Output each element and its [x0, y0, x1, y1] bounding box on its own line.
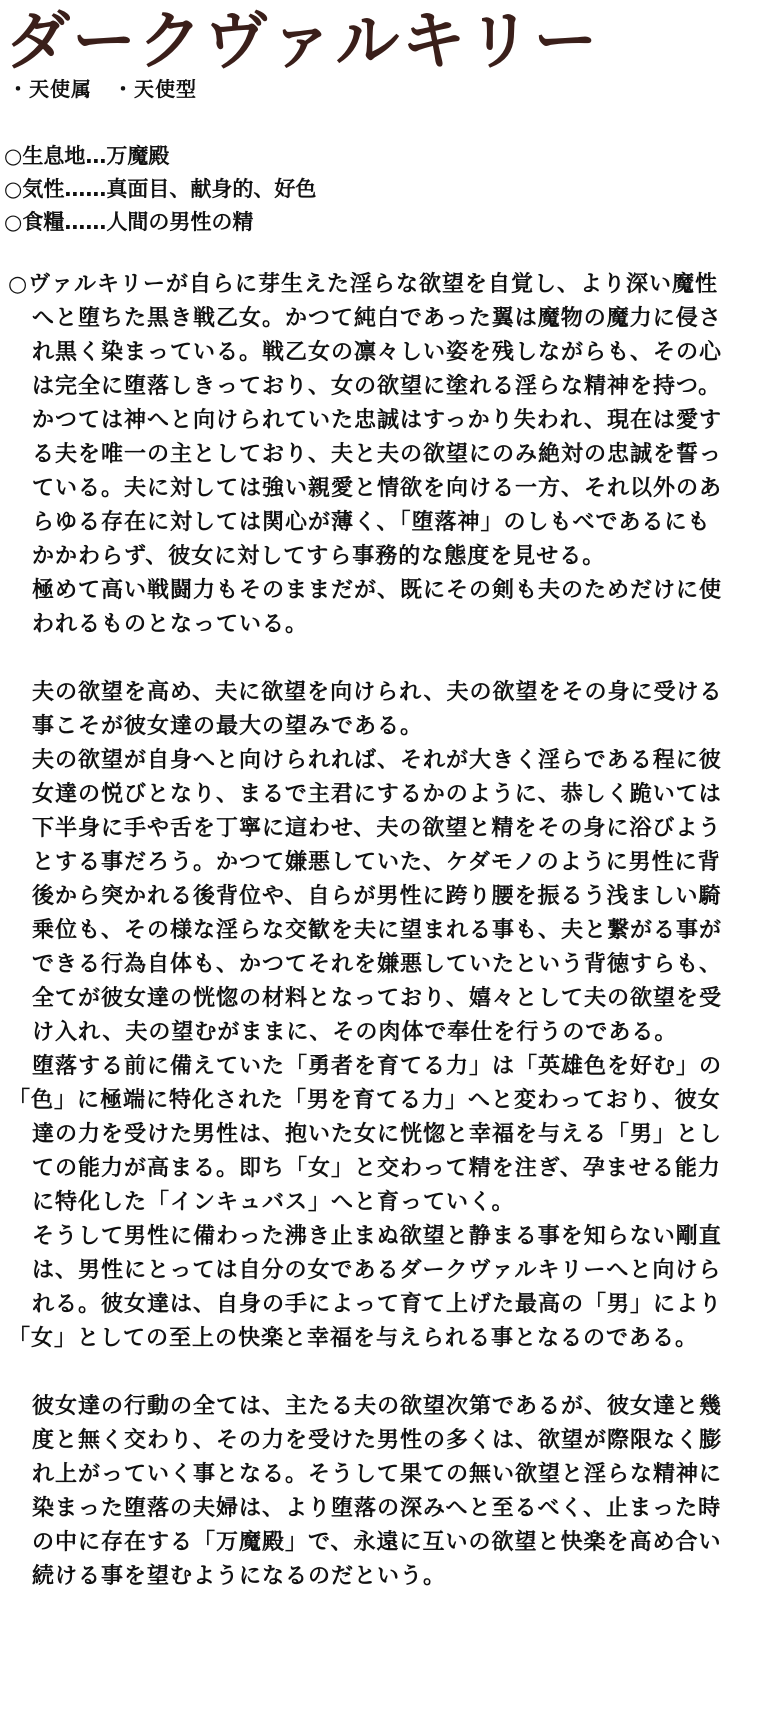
text-line: れる。彼女達は、自身の手によって育て上げた最高の「男」により [32, 1292, 723, 1317]
text-line: 夫の欲望を高め、夫に欲望を向けられ、夫の欲望をその身に受ける [32, 680, 723, 705]
text-line: かつては神へと向けられていた忠誠はすっかり失われ、現在は愛す [32, 408, 723, 433]
text-line: 度と無く交わり、その力を受けた男性の多くは、欲望が際限なく膨 [32, 1428, 723, 1453]
text-line: へと堕ちた黒き戦乙女。かつて純白であった翼は魔物の魔力に侵さ [32, 306, 722, 331]
text-line: 達の力を受けた男性は、抱いた女に恍惚と幸福を与える「男」とし [32, 1122, 723, 1147]
text-line: 堕落する前に備えていた「勇者を育てる力」は「英雄色を好む」の [32, 1054, 723, 1079]
text-line: に特化した「インキュバス」へと育っていく。 [32, 1190, 515, 1215]
text-line: ○ヴァルキリーが自らに芽生えた淫らな欲望を自覚し、より深い魔性 [8, 272, 718, 297]
description-body [8, 268, 753, 1594]
classification-line: ・天使属 ・天使型 [8, 77, 197, 101]
text-line: らゆる存在に対しては関心が薄く、「堕落神」のしもべであるにも [32, 510, 711, 535]
text-line: そうして男性に備わった沸き止まぬ欲望と静まる事を知らない剛直 [32, 1224, 722, 1249]
text-line: は完全に堕落しきっており、女の欲望に塗れる淫らな精神を持つ。 [32, 374, 722, 399]
text-line: れ上がっていく事となる。そうして果ての無い欲望と淫らな精神に [32, 1462, 723, 1487]
stat-temperament: ○気性……真面目、献身的、好色 [4, 177, 317, 201]
text-line: できる行為自体も、かつてそれを嫌悪していたという背徳すらも、 [32, 952, 723, 977]
text-line: ての能力が高まる。即ち「女」と交わって精を注ぎ、孕ませる能力 [32, 1156, 721, 1181]
text-line: 「色」に極端に特化された「男を育てる力」へと変わっており、彼女 [8, 1088, 721, 1113]
text-line: 下半身に手や舌を丁寧に這わせ、夫の欲望と精をその身に浴びよう [32, 816, 722, 841]
text-line: 全てが彼女達の恍惚の材料となっており、嬉々として夫の欲望を受 [32, 986, 723, 1011]
text-line: 乗位も、その様な淫らな交歓を夫に望まれる事も、夫と繋がる事が [32, 918, 723, 943]
text-line: け入れ、夫の望むがままに、その肉体で奉仕を行うのである。 [32, 1020, 678, 1045]
stat-food: ○食糧……人間の男性の精 [4, 210, 254, 234]
text-line: かかわらず、彼女に対してすら事務的な態度を見せる。 [32, 544, 606, 569]
text-line: 続ける事を望むようになるのだという。 [32, 1564, 447, 1589]
text-line: われるものとなっている。 [32, 612, 309, 637]
text-line: 事こそが彼女達の最大の望みである。 [32, 714, 424, 739]
text-line: 染まった堕落の夫婦は、より堕落の深みへと至るべく、止まった時 [32, 1496, 722, 1521]
blank-line [8, 642, 753, 676]
text-line: とする事だろう。かつて嫌悪していた、ケダモノのように男性に背 [32, 850, 721, 875]
text-line: 夫の欲望が自身へと向けられれば、それが大きく淫らである程に彼 [32, 748, 722, 773]
text-line: 後から突かれる後背位や、自らが男性に跨り腰を振るう浅ましい騎 [32, 884, 722, 909]
text-line: の中に存在する「万魔殿」で、永遠に互いの欲望と快楽を高め合い [32, 1530, 722, 1555]
text-line: れ黒く染まっている。戦乙女の凛々しい姿を残しながらも、その心 [32, 340, 723, 365]
page-title: ダークヴァルキリー [6, 5, 600, 79]
text-line: 極めて高い戦闘力もそのままだが、既にその剣も夫のためだけに使 [32, 578, 723, 603]
text-line: 「女」としての至上の快楽と幸福を与えられる事となるのである。 [8, 1326, 699, 1351]
text-line: は、男性にとっては自分の女であるダークヴァルキリーへと向けら [32, 1258, 722, 1283]
text-line: 彼女達の行動の全ては、主たる夫の欲望次第であるが、彼女達と幾 [32, 1394, 723, 1419]
stat-habitat: ○生息地…万魔殿 [4, 144, 170, 168]
text-line: 女達の悦びとなり、まるで主君にするかのように、恭しく跪いては [32, 782, 722, 807]
text-line: ている。夫に対しては強い親愛と情欲を向ける一方、それ以外のあ [32, 476, 723, 501]
blank-line [8, 1356, 753, 1390]
text-line: る夫を唯一の主としており、夫と夫の欲望にのみ絶対の忠誠を誓っ [32, 442, 723, 467]
